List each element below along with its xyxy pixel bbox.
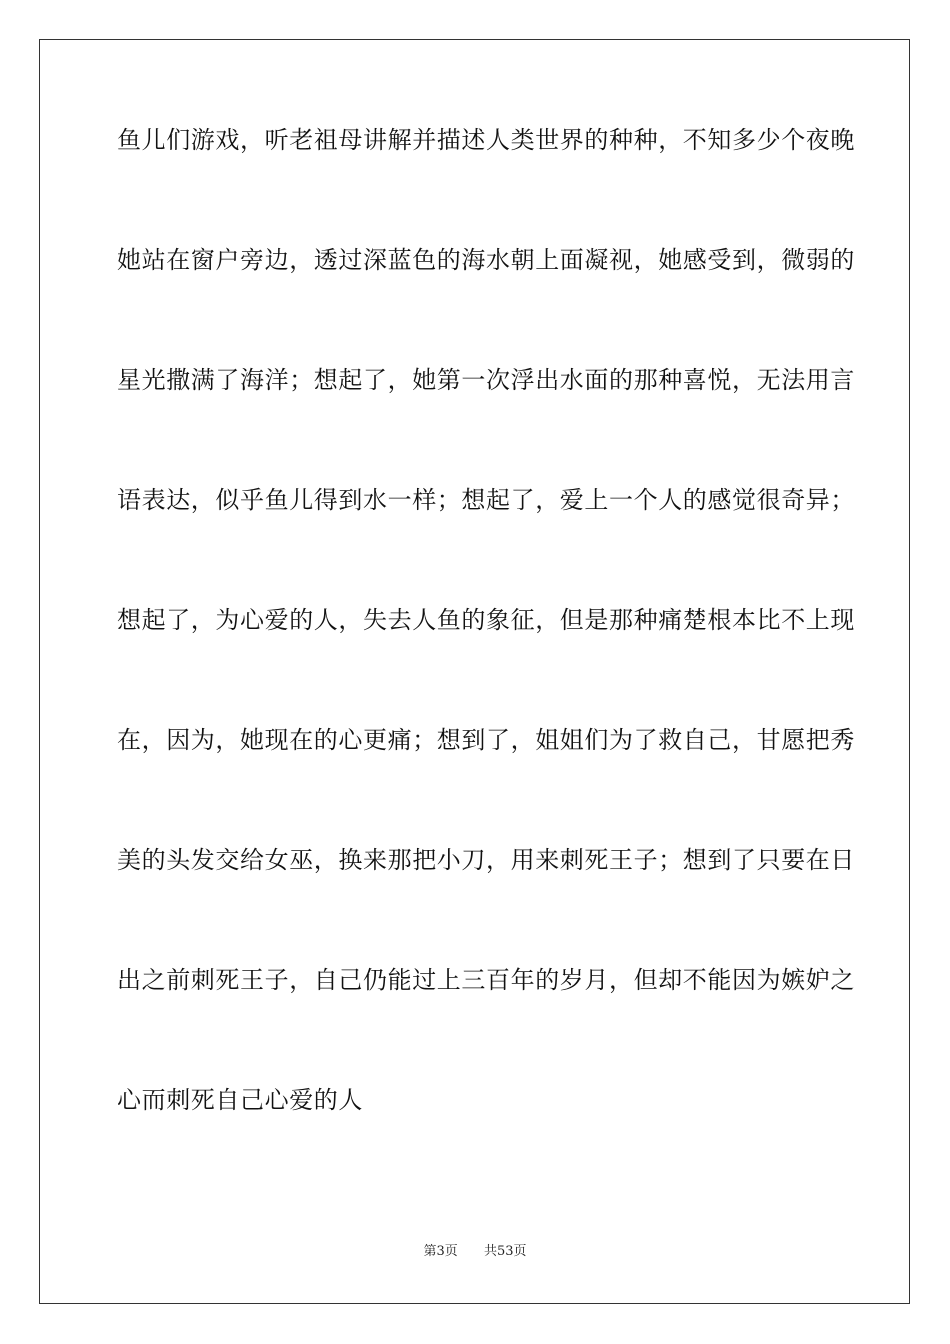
text-line: 在，因为，她现在的心更痛；想到了，姐姐们为了救自己，甘愿把秀 [117,726,855,754]
total-page-count: 共53页 [484,1244,527,1259]
text-line: 美的头发交给女巫，换来那把小刀，用来刺死王子；想到了只要在日 [117,846,855,874]
document-body [117,126,855,1208]
text-line: 出之前刺死王子，自己仍能过上三百年的岁月，但却不能因为嫉妒之 [117,966,855,994]
text-line: 她站在窗户旁边，透过深蓝色的海水朝上面凝视，她感受到，微弱的 [117,246,855,274]
current-page-number: 第3页 [423,1244,458,1259]
page-footer [0,1244,950,1260]
text-line: 星光撒满了海洋；想起了，她第一次浮出水面的那种喜悦，无法用言 [117,366,855,394]
text-line: 语表达，似乎鱼儿得到水一样；想起了，爱上一个人的感觉很奇异； [117,486,855,514]
text-line: 心而刺死自己心爱的人 [117,1086,363,1114]
text-line: 想起了，为心爱的人，失去人鱼的象征，但是那种痛楚根本比不上现 [117,606,855,634]
text-line: 鱼儿们游戏，听老祖母讲解并描述人类世界的种种，不知多少个夜晚 [117,126,855,154]
